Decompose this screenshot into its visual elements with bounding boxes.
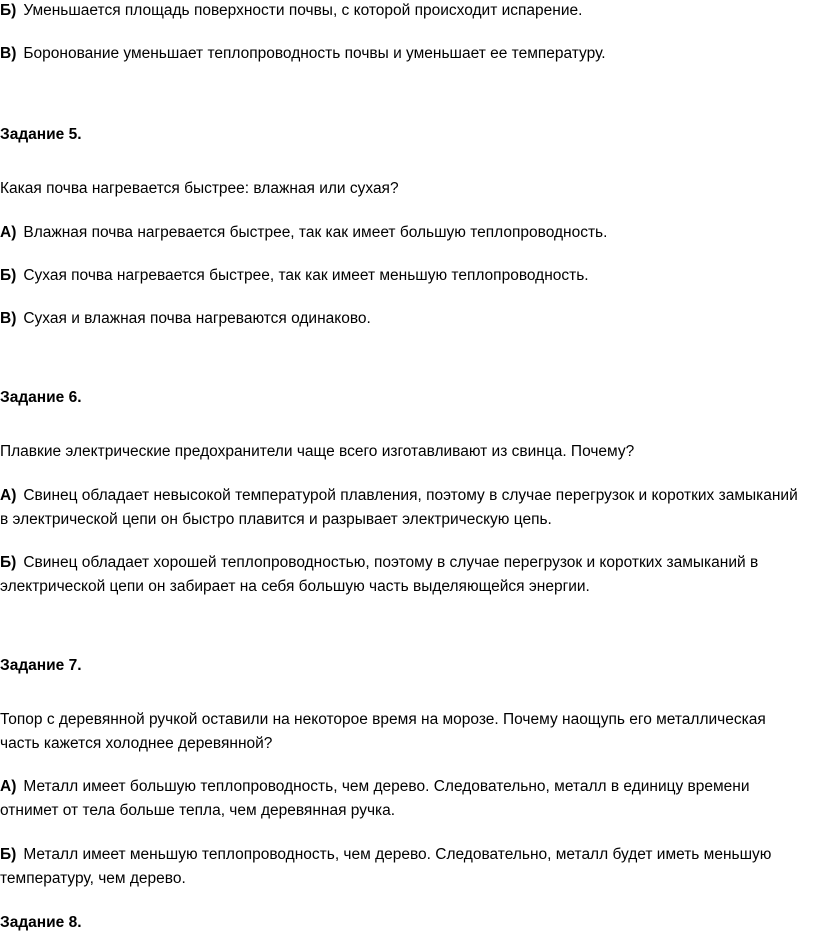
option-letter: Б) xyxy=(0,846,17,863)
option-letter: Б) xyxy=(0,2,17,19)
option-text: Уменьшается площадь поверхности почвы, с которой происходит испарение. xyxy=(23,2,583,19)
option-letter: А) xyxy=(0,778,17,795)
option-letter: Б) xyxy=(0,554,17,571)
option-text: Влажная почва нагревается быстрее, так как имеет большую теплопроводность. xyxy=(23,224,608,241)
task-7-question: Топор с деревянной ручкой оставили на некоторое время на морозе. Почему наощупь его металлическая часть кажется холоднее деревянной? xyxy=(0,711,766,752)
task-7-title: Задание 7. xyxy=(0,657,82,674)
task-6-option-a xyxy=(0,484,808,532)
task-5-question: Какая почва нагревается быстрее: влажная или сухая? xyxy=(0,180,399,197)
option-text: Металл имеет большую теплопроводность, чем дерево. Следовательно, металл в единицу времени отнимет от тела больше тепла, чем деревянная ручка. xyxy=(0,778,750,819)
option-text: Боронование уменьшает теплопроводность почвы и уменьшает ее температуру. xyxy=(23,45,606,62)
task-7-option-a xyxy=(0,775,808,823)
option-text: Свинец обладает хорошей теплопроводностью, поэтому в случае перегрузок и коротких замыканий в электрической цепи он забирает на себя большую часть выделяющейся энергии. xyxy=(0,554,759,595)
task-5-title: Задание 5. xyxy=(0,126,82,143)
task-7-option-b xyxy=(0,843,808,891)
option-text: Свинец обладает невысокой температурой плавления, поэтому в случае перегрузок и коротких замыканий в электрической цепи он быстро плавится и разрывает электрическую цепь. xyxy=(0,487,798,528)
option-text: Сухая и влажная почва нагреваются одинаково. xyxy=(23,310,371,327)
option-letter: В) xyxy=(0,45,17,62)
option-letter: В) xyxy=(0,310,17,327)
option-text: Сухая почва нагревается быстрее, так как имеет меньшую теплопроводность. xyxy=(23,267,589,284)
task-6-question: Плавкие электрические предохранители чаще всего изготавливают из свинца. Почему? xyxy=(0,443,635,460)
task-6-option-b xyxy=(0,551,808,599)
option-letter: Б) xyxy=(0,267,17,284)
task-5-option-a xyxy=(0,221,607,245)
task-5-option-b xyxy=(0,264,589,288)
answer-option-v xyxy=(0,42,606,66)
option-letter: А) xyxy=(0,224,17,241)
answer-option-b xyxy=(0,0,582,23)
task-8-title: Задание 8. xyxy=(0,914,82,931)
option-letter: А) xyxy=(0,487,17,504)
task-6-title: Задание 6. xyxy=(0,389,82,406)
task-5-option-v xyxy=(0,307,371,331)
option-text: Металл имеет меньшую теплопроводность, чем дерево. Следовательно, металл будет иметь меньшую температуру, чем дерево. xyxy=(0,846,772,887)
